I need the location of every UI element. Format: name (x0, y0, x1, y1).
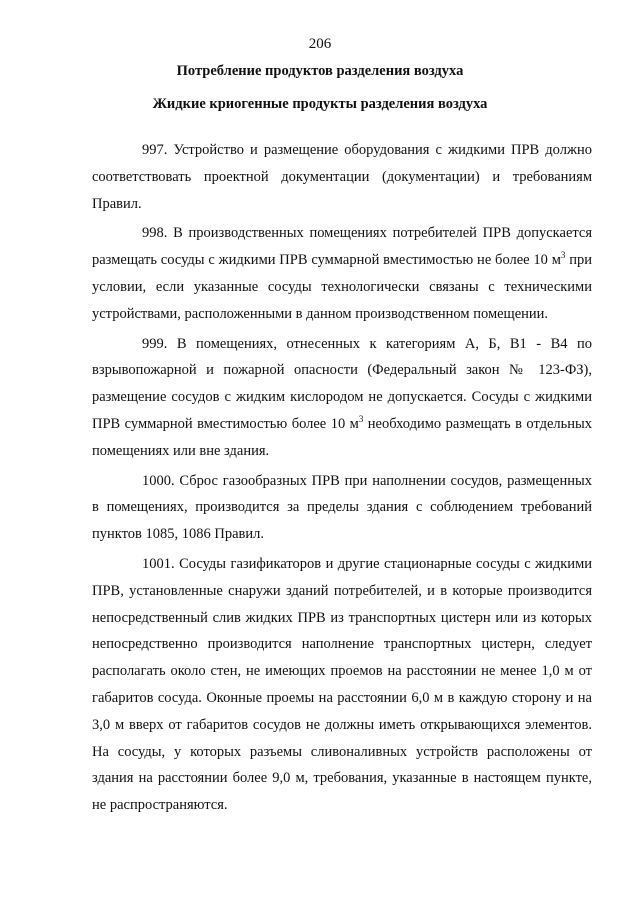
section-subheading: Жидкие криогенные продукты разделения воздуха (152, 96, 488, 112)
superscript-cubic: 3 (560, 250, 566, 261)
page-number: 206 (308, 36, 332, 52)
document-body (92, 137, 592, 819)
paragraph-998 (92, 220, 592, 327)
section-heading: Потребление продуктов разделения воздуха (176, 63, 464, 79)
paragraph-998-text-cont: при условии, если указанные сосуды технологически связаны с техническими устройствами, расположенными в данном производственном помещении. (92, 252, 592, 322)
paragraph-998-text: 998. В производственных помещениях потребителей ПРВ допускается размещать сосуды с жидкими ПРВ суммарной вместимостью не более 10 м (92, 225, 592, 269)
paragraph-1000: 1000. Сброс газообразных ПРВ при наполнении сосудов, размещенных в помещениях, производится за пределы здания с соблюдением требований пунктов 1085, 1086 Правил. (92, 472, 592, 543)
superscript-cubic: 3 (358, 414, 364, 425)
paragraph-999-text-cont: необходимо размещать в отдельных помещениях или вне здания. (92, 415, 593, 459)
paragraph-999-text: 999. В помещениях, отнесенных к категориям А, Б, В1 - В4 по взрывопожарной и пожарной опасности (Федеральный закон № 123-ФЗ), размещение сосудов с жидким кислородом не допускается. Сосуды с жидкими ПРВ суммарной вместимостью более 10 м (92, 335, 592, 432)
paragraph-1001: 1001. Сосуды газификаторов и другие стационарные сосуды с жидкими ПРВ, установленные снаружи зданий потребителей, и в которые производится непосредственный слив жидких ПРВ из транспортных цистерн или из которых непосредственно производится наполнение транспортных цистерн, следует располагать около стен, не имеющих проемов на расстоянии не менее 1,0 м от габаритов сосуда. Оконные проемы на расстоянии 6,0 м в каждую сторону и на 3,0 м вверх от габаритов сосудов не должны иметь открывающихся элементов. На сосуды, у которых разъемы сливоналивных устройств расположены от здания на расстоянии более 9,0 м, требования, указанные в настоящем пункте, не распространяются. (92, 555, 592, 814)
paragraph-999 (92, 331, 592, 465)
paragraph-997: 997. Устройство и размещение оборудования с жидкими ПРВ должно соответствовать проектной документации (документации) и требованиям Правил. (92, 142, 592, 212)
